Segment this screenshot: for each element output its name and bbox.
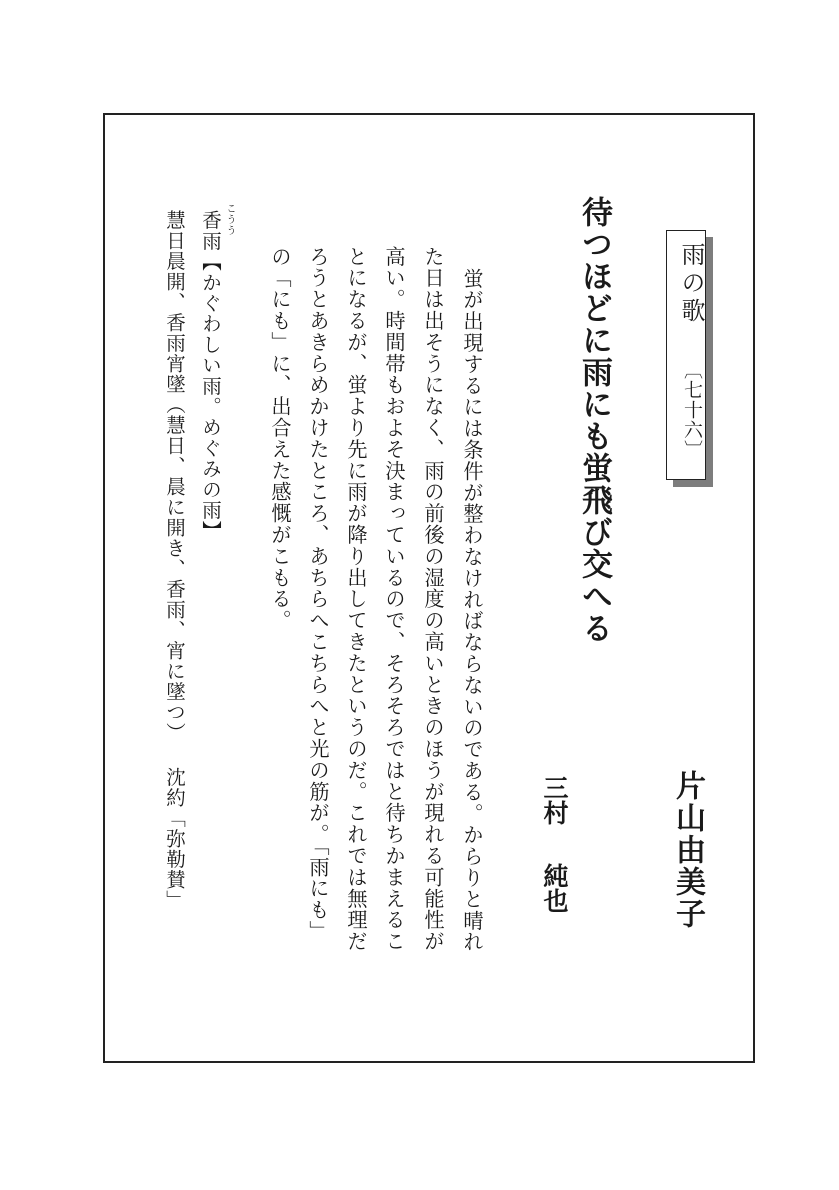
body-line: ろうとあきらめかけたところ、あちらへこちらへと光の筋が。「雨にも」 — [306, 246, 330, 943]
note-citation: 慧日晨開、香雨宵墜（慧日、晨に開き、香雨、宵に墜つ） 沈約「弥勒賛」 — [163, 210, 186, 911]
note-furigana: こうう — [224, 203, 235, 236]
author-primary: 片山由美子 — [670, 770, 705, 930]
article-title: 待つほどに雨にも蛍飛び交へる — [576, 196, 612, 644]
note-definition: 香雨【かぐわしい雨。めぐみの雨】 — [199, 210, 222, 542]
body-line: の「にも」に、出合えた感慨がこもる。 — [268, 246, 292, 632]
body-line: 蛍が出現するには条件が整わなければならないのである。からりと晴れ — [460, 268, 484, 953]
author-secondary-given: 純也 — [540, 863, 569, 913]
author-secondary — [536, 775, 572, 913]
body-line: 高い。時間帯もおよそ決まっているので、そろそろではと待ちかまえるこ — [382, 246, 406, 953]
author-secondary-surname: 三村 — [540, 775, 569, 825]
series-number: 〔七十六〕 — [681, 360, 703, 460]
series-title: 雨の歌 — [677, 242, 705, 326]
body-line: とになるが、蛍より先に雨が降り出してきたというのだ。これでは無理だ — [344, 246, 368, 953]
body-line: た日は出そうになく、雨の前後の湿度の高いときのほうが現れる可能性が — [421, 246, 445, 953]
